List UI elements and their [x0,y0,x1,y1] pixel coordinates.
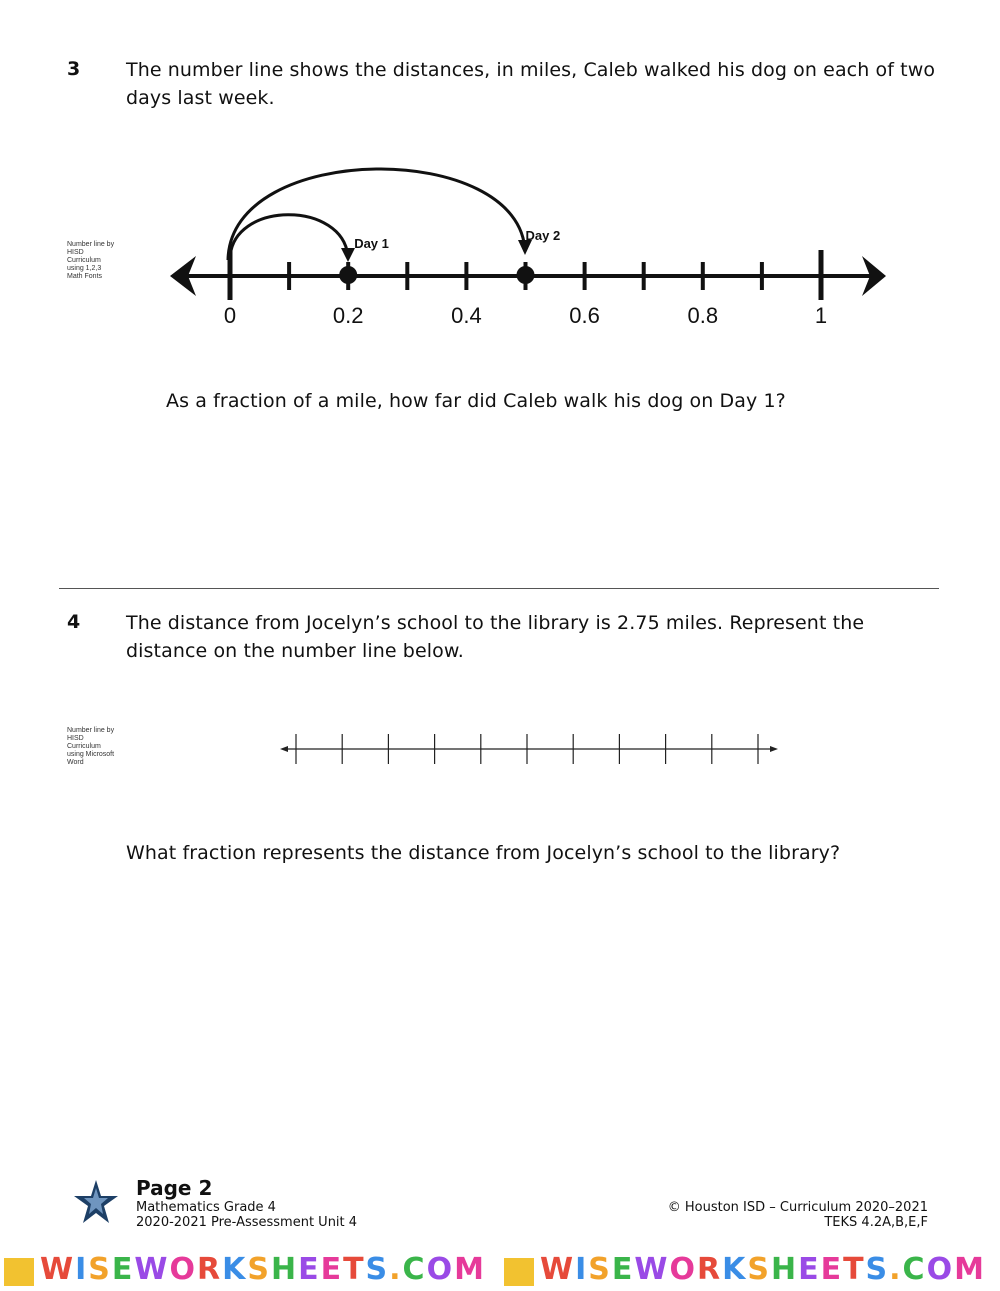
tick-label: 0 [223,303,237,328]
right-arrow-icon [770,746,778,752]
tick-label: 0.4 [451,303,482,328]
watermark-text: WISEWORKSHEETS.COM [40,1252,486,1287]
watermark-badge-icon [4,1258,34,1286]
footer-teks: TEKS 4.2A,B,E,F [824,1215,928,1230]
arrowhead-day-1 [341,248,355,262]
question-3-image-alt: Number line by HISD Curriculum using 1,2,3 Math Fonts [67,241,115,280]
blank-number-line-q4 [270,728,790,772]
tick-label: 0.8 [687,303,719,328]
question-3-number: 3 [67,58,81,80]
watermark-badge-icon-2 [504,1258,534,1286]
section-divider [59,588,939,589]
number-line-figure-q3 [160,160,900,340]
star-logo-icon [72,1178,120,1226]
question-4-text: The distance from Jocelyn’s school to the library is 2.75 miles. Represent the distance on the number line below. [126,612,865,662]
footer-page-number: Page 2 [136,1176,213,1200]
left-arrow-icon [280,746,288,752]
question-3-prompt: As a fraction of a mile, how far did Caleb walk his dog on Day 1? [166,390,786,412]
question-3-text: The number line shows the distances, in miles, Caleb walked his dog on each of two days last week. [126,59,936,109]
footer-subject: Mathematics Grade 4 [136,1200,276,1215]
question-4-prompt: What fraction represents the distance from Jocelyn’s school to the library? [126,842,841,864]
watermark-text-2: WISEWORKSHEETS.COM [540,1252,986,1287]
point-day-1 [339,266,357,284]
question-4-number: 4 [67,611,81,633]
footer-assessment: 2020-2021 Pre-Assessment Unit 4 [136,1215,358,1230]
tick-label: 1 [814,303,828,328]
watermark-banner [0,1252,1000,1291]
question-4-image-alt: Number line by HISD Curriculum using Microsoft Word [67,727,115,766]
tick-label: 0.6 [569,303,600,328]
point-day-2 [517,266,535,284]
footer-copyright: © Houston ISD – Curriculum 2020–2021 [667,1200,928,1215]
point-label: Day 1 [354,236,389,251]
arc-day-1 [230,215,348,260]
point-label: Day 2 [525,228,561,243]
tick-label: 0.2 [332,303,364,328]
number-line-tick-labels [224,303,827,328]
